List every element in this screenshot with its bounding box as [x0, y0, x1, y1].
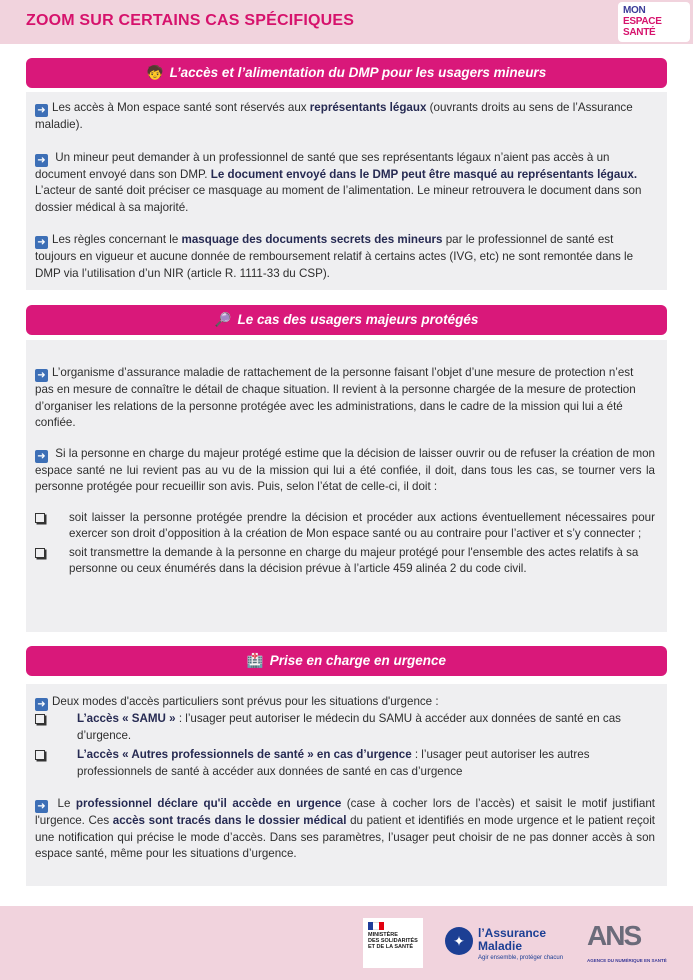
- checkbox-bullet-icon: [35, 513, 45, 523]
- arrow-right-icon: ➜: [35, 154, 48, 167]
- panel-urgence: [26, 684, 667, 886]
- mon-espace-sante-logo: [618, 2, 690, 42]
- checkbox-bullet-icon: [35, 714, 45, 724]
- ans-logo: ANS AGENCE DU NUMÉRIQUE EN SANTÉ: [587, 920, 667, 963]
- section-header-urgence: [26, 646, 667, 676]
- arrow-right-icon: ➜: [35, 800, 48, 813]
- section-title-urgence: Prise en charge en urgence: [269, 653, 447, 668]
- hospital-icon: 🏥: [246, 653, 264, 668]
- people-icon: ✦: [445, 927, 473, 955]
- section-header-mineurs: [26, 58, 667, 88]
- french-flag-icon: [368, 922, 384, 930]
- section-title-majeurs-proteges: Le cas des usagers majeurs protégés: [237, 312, 479, 327]
- arrow-right-icon: ➜: [35, 450, 48, 463]
- section-title-mineurs: L’accès et l’alimentation du DMP pour les usagers mineurs: [169, 65, 547, 80]
- arrow-right-icon: ➜: [35, 236, 48, 249]
- paragraph-mineurs-1: ➜ Les accès à Mon espace santé sont réservés aux représentants légaux (ouvrants droits au sens de l’Assurance maladie).: [35, 101, 633, 131]
- panel-mineurs: [26, 92, 667, 290]
- assurance-maladie-logo: ✦ l’Assurance Maladie Agir ensemble, protéger chacun: [445, 925, 575, 965]
- paragraph-majeurs-1: ➜ L’organisme d’assurance maladie de rattachement de la personne faisant l’objet d’une mesure de protection n’est pas en mesure de connaître le détail de chaque situation. Il revient à la personne chargée de la mesure de protection d’organiser les relations de la personne protégée avec les administrations, dans le cadre de la mission qui lui a été confiée.: [35, 366, 636, 429]
- logo-line-2: ESPACE: [623, 16, 662, 27]
- paragraph-mineurs-2: ➜ Un mineur peut demander à un professionnel de santé que ses représentants légaux n’aient pas accès à un document envoyé dans son DMP. Le document envoyé dans le DMP peut être masqué au représentants légaux. L’acteur de santé doit préciser ce masquage au moment de l’alimentation. Le mineur retrouvera le document dans son dossier médical à sa majorité.: [35, 150, 642, 214]
- logo-line-3: SANTÉ: [623, 27, 656, 38]
- checkbox-bullet-icon: [35, 750, 45, 760]
- ans-mark: ANS: [587, 920, 641, 951]
- list-item: L’accès « SAMU » : l’usager peut autoriser le médecin du SAMU à accéder aux données de santé en cas d’urgence.: [35, 711, 655, 744]
- paragraph-mineurs-3: ➜ Les règles concernant le masquage des documents secrets des mineurs par le professionnel de santé est toujours en vigueur et aucune donnée de remboursement relatif à certains actes (IVG, etc) ne sont remontée dans le DMP via l’utilisation d’un NIR (article R. 1111-33 du CSP).: [35, 233, 634, 280]
- list-item: soit transmettre la demande à la personne en charge du majeur protégé pour l'ensemble des actes relatifs à sa personne ou ceux énumérés dans la décision prévue à l’article 459 alinéa 2 du code civil.: [35, 545, 655, 578]
- child-icon: 🧒: [146, 65, 164, 80]
- paragraph-majeurs-2: ➜ Si la personne en charge du majeur protégé estime que la décision de laisser ouvrir ou de refuser la création de mon espace santé ne lui revient pas au vu de la mission qui lui a été confiée, il doit, dans tous les cas, se tourner vers la personne protégée pour recueillir son avis. Puis, selon l’état de celle-ci, il doit :: [35, 446, 655, 493]
- paragraph-urgence-1: ➜ Deux modes d'accès particuliers sont prévus pour les situations d'urgence :: [35, 694, 655, 711]
- arrow-right-icon: ➜: [35, 369, 48, 382]
- arrow-right-icon: ➜: [35, 104, 48, 117]
- logo-line-1: MON: [623, 5, 646, 16]
- checkbox-bullet-icon: [35, 548, 45, 558]
- arrow-right-icon: ➜: [35, 698, 48, 711]
- ministry-logo: MINISTÈRE DES SOLIDARITÉS ET DE LA SANTÉ: [363, 918, 423, 968]
- magnifier-icon: 🔎: [214, 312, 232, 327]
- list-item: soit laisser la personne protégée prendre la décision et procéder aux actions éventuellement nécessaires pour exercer son droit d’opposition à la création de Mon espace santé ou au contraire pour l’activer et s’y connecter ;: [35, 510, 655, 543]
- list-item: L’accès « Autres professionnels de santé » en cas d’urgence : l’usager peut autoriser les autres professionnels de santé à accéder aux données de santé en cas d’urgence: [35, 747, 655, 780]
- paragraph-urgence-2: ➜ Le professionnel déclare qu'il accède en urgence (case à cocher lors de l’accès) et saisit le motif justifiant l'urgence. Ces accès sont tracés dans le dossier médical du patient et identifiés en mode urgence et le patient reçoit une notification qui précise le mode d’accès. Dans ses paramètres, l’usager peut choisir de ne pas donner accès à son espace santé, même pour les situations d’urgence.: [35, 797, 655, 860]
- page-title: ZOOM SUR CERTAINS CAS SPÉCIFIQUES: [26, 12, 355, 29]
- panel-majeurs-proteges: [26, 340, 667, 632]
- section-header-majeurs-proteges: [26, 305, 667, 335]
